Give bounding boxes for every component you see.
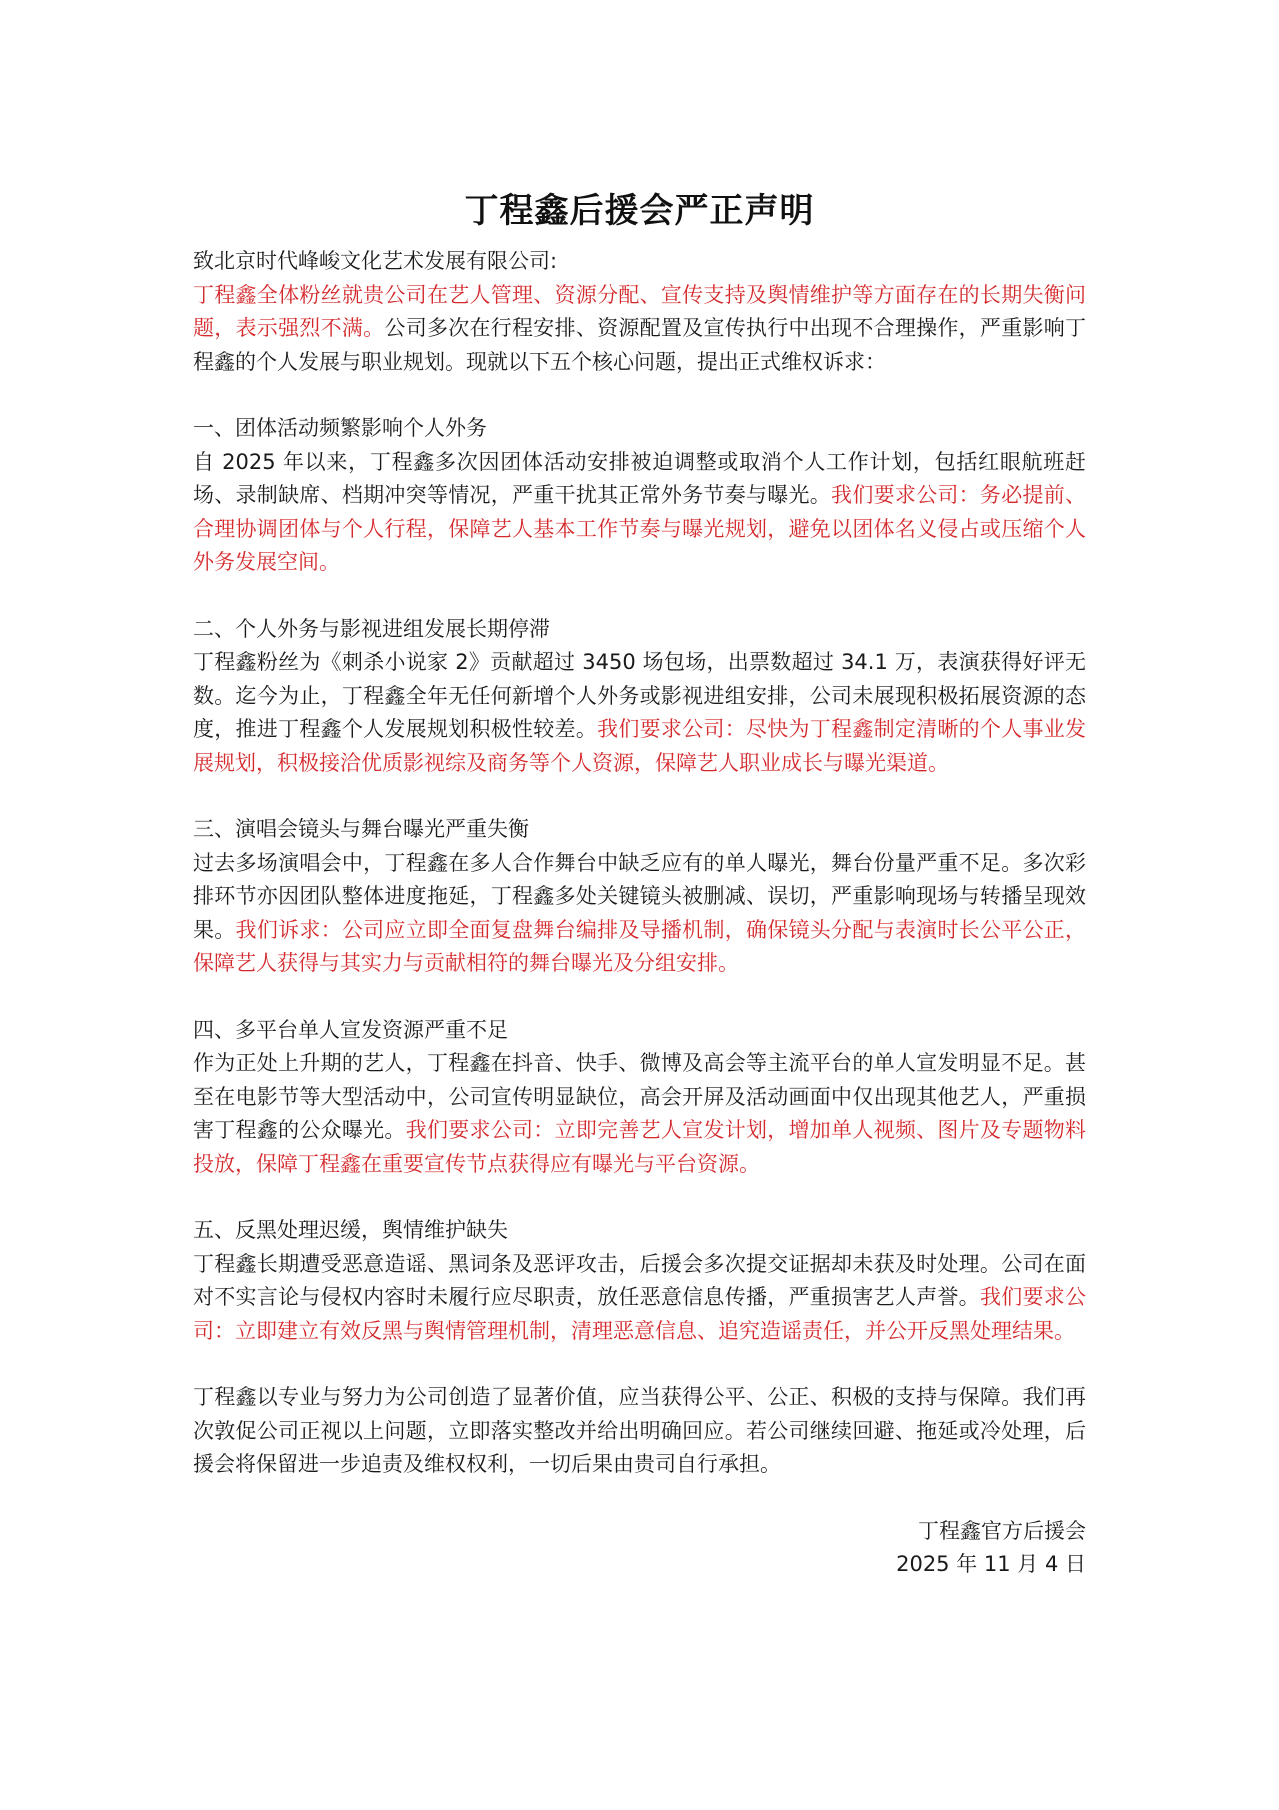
addressee: 致北京时代峰峻文化艺术发展有限公司: [193,249,558,273]
section-3-normal-text: 过去多场演唱会中，丁程鑫在多人合作舞台中缺乏应有的单人曝光，舞台份量严重不足。多次彩排环节亦因团队整体进度拖延，丁程鑫多处关键镜头被删减、误切，严重影响现场与转播呈现效果。 [193,850,1086,942]
signature-date: 2025 年 11 月 4 日 [896,1552,1086,1576]
section-4-paragraph [193,1047,1086,1181]
closing-paragraph: 丁程鑫以专业与努力为公司创造了显著价值，应当获得公平、公正、积极的支持与保障。我们再次敦促公司正视以上问题，立即落实整改并给出明确回应。若公司继续回避、拖延或冷处理，后援会将保留进一步追责及维权权利，一切后果由贵司自行承担。 [193,1385,1086,1476]
section-2-heading: 二、个人外务与影视进组发展长期停滞 [193,616,550,641]
section-1-normal-text: 自 2025 年以来，丁程鑫多次因团体活动安排被迫调整或取消个人工作计划，包括红眼航班赶场、录制缺席、档期冲突等情况，严重干扰其正常外务节奏与曝光。 [193,449,1086,507]
section-4-normal-text: 作为正处上升期的艺人，丁程鑫在抖音、快手、微博及高会等主流平台的单人宣发明显不足。甚至在电影节等大型活动中，公司宣传明显缺位，高会开屏及活动画面中仅出现其他艺人，严重损害丁程鑫的公众曝光。 [193,1051,1086,1142]
section-3-paragraph [193,847,1086,981]
section-1-paragraph [193,446,1086,580]
section-1-demand-text: 我们要求公司：务必提前、合理协调团体与个人行程，保障艺人基本工作节奏与曝光规划，避免以团体名义侵占或压缩个人外务发展空间。 [193,483,1086,574]
section-3-demand-text: 我们诉求：公司应立即全面复盘舞台编排及导播机制，确保镜头分配与表演时长公平公正，保障艺人获得与其实力与贡献相符的舞台曝光及分组安排。 [193,917,1087,975]
section-5-paragraph [193,1248,1086,1349]
section-1-heading: 一、团体活动频繁影响个人外务 [193,416,487,440]
section-2-paragraph [193,646,1086,780]
signature-org: 丁程鑫官方后援会 [918,1518,1086,1543]
section-4-demand-text: 我们要求公司：立即完善艺人宣发计划，增加单人视频、图片及专题物料投放，保障丁程鑫在重要宣传节点获得应有曝光与平台资源。 [193,1118,1087,1176]
intro-normal-text: 公司多次在行程安排、资源配置及宣传执行中出现不合理操作，严重影响丁程鑫的个人发展与职业规划。现就以下五个核心问题，提出正式维权诉求： [193,316,1087,374]
section-2-normal-text: 丁程鑫粉丝为《刺杀小说家 2》贡献超过 3450 场包场，出票数超过 34.1 万，表演获得好评无数。迄今为止，丁程鑫全年无任何新增个人外务或影视进组安排，公司未展现积极拓展资源的态度，推进丁程鑫个人发展规划积极性较差。 [193,650,1086,741]
intro-red-text: 丁程鑫全体粉丝就贵公司在艺人管理、资源分配、宣传支持及舆情维护等方面存在的长期失衡问题，表示强烈不满。 [193,282,1086,340]
section-3-heading: 三、演唱会镜头与舞台曝光严重失衡 [193,817,529,841]
section-2-demand-text: 我们要求公司：尽快为丁程鑫制定清晰的个人事业发展规划，积极接洽优质影视综及商务等个人资源，保障艺人职业成长与曝光渠道。 [193,717,1087,775]
section-5-demand-text: 我们要求公司：立即建立有效反黑与舆情管理机制，清理恶意信息、追究造谣责任，并公开反黑处理结果。 [193,1285,1087,1343]
intro-paragraph [193,279,1086,380]
section-4-heading: 四、多平台单人宣发资源严重不足 [193,1017,508,1042]
document-body [193,245,1086,1582]
document-title: 丁程鑫后援会严正声明 [464,190,815,231]
section-5-normal-text: 丁程鑫长期遭受恶意造谣、黑词条及恶评攻击，后援会多次提交证据却未获及时处理。公司在面对不实言论与侵权内容时未履行应尽职责，放任恶意信息传播，严重损害艺人声誉。 [193,1251,1086,1309]
section-5-heading: 五、反黑处理迟缓，舆情维护缺失 [193,1218,508,1242]
